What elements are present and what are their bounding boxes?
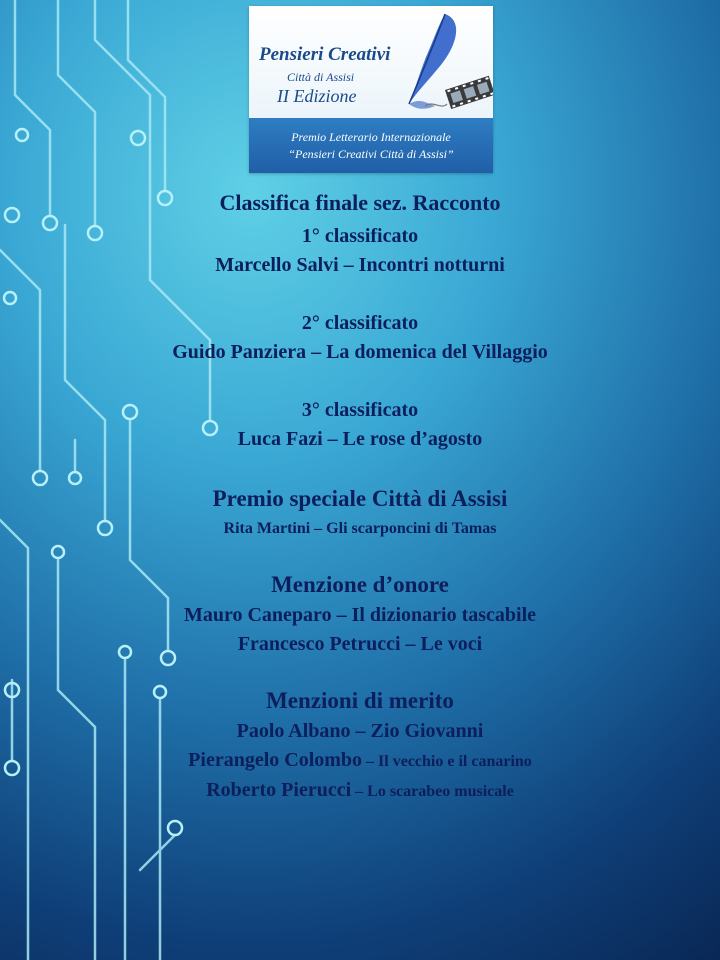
logo-band-line1: Premio Letterario Internazionale [291, 130, 451, 144]
logo-band [249, 118, 493, 173]
rank-label: 3° classificato [301, 399, 419, 421]
merit-title: Menzioni di merito [266, 688, 454, 713]
merit-work: – Lo scarabeo musicale [351, 783, 514, 800]
winner-entry: Marcello Salvi – Incontri notturni [215, 254, 505, 276]
page-title: Classifica finale sez. Racconto [219, 190, 501, 215]
winner-entry: Guido Panziera – La domenica del Villaggio [172, 341, 548, 363]
honor-entry: Mauro Caneparo – Il dizionario tascabile [183, 604, 537, 626]
results-list [0, 186, 720, 806]
merit-entry: Paolo Albano – Zio Giovanni [236, 720, 484, 742]
honor-title: Menzione d’onore [271, 572, 449, 597]
rank-label: 1° classificato [301, 225, 419, 247]
logo-edition: II Edizione [277, 86, 357, 106]
merit-author: Roberto Pierucci [206, 779, 352, 801]
contest-logo [249, 6, 493, 173]
merit-work: – Il vecchio e il canarino [362, 753, 532, 770]
special-prize-entry: Rita Martini – Gli scarponcini di Tamas [223, 520, 497, 537]
honor-entry: Francesco Petrucci – Le voci [237, 633, 483, 655]
merit-author: Pierangelo Colombo [188, 749, 363, 771]
film-strip-icon [445, 76, 493, 109]
logo-title: Pensieri Creativi [259, 44, 391, 65]
merit-entry [0, 776, 720, 806]
winner-entry: Luca Fazi – Le rose d’agosto [237, 428, 483, 450]
logo-subtitle: Città di Assisi [287, 70, 355, 84]
rank-label: 2° classificato [301, 312, 419, 334]
merit-entry [0, 746, 720, 776]
special-prize-title: Premio speciale Città di Assisi [212, 486, 508, 511]
logo-band-line2: “Pensieri Creativi Città di Assisi” [288, 147, 454, 161]
